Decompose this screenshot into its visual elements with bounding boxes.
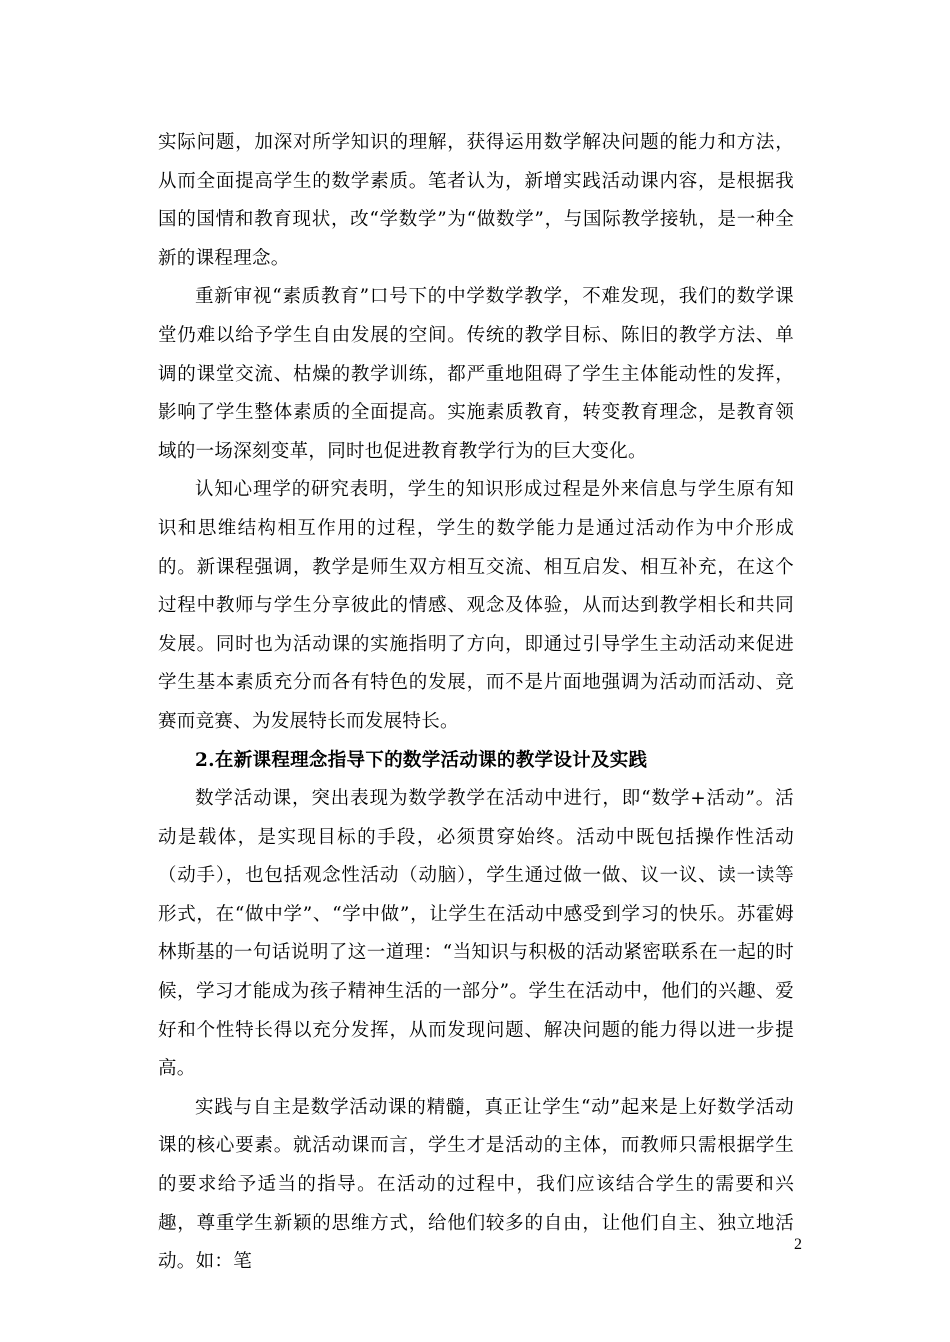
body-text (158, 124, 794, 1282)
page-number: 2 (794, 1236, 802, 1253)
paragraph-cognitive-psychology: 认知心理学的研究表明，学生的知识形成过程是外来信息与学生原有知识和思维结构相互作用的过程，学生的数学能力是通过活动作为中介形成的。新课程强调，教学是师生双方相互交流、相互启发、相互补充，在这个过程中教师与学生分享彼此的情感、观念及体验，从而达到教学相长和共同发展。同时也为活动课的实施指明了方向，即通过引导学生主动活动来促进学生基本素质充分而各有特色的发展，而不是片面地强调为活动而活动、竞赛而竞赛、为发展特长而发展特长。 (158, 479, 794, 732)
paragraph-math-activity: 数学活动课，突出表现为数学教学在活动中进行，即“数学+活动”。活动是载体，是实现目标的手段，必须贯穿始终。活动中既包括操作性活动（动手），也包括观念性活动（动脑），学生通过做一做、议一议、读一读等形式，在“做中学”、“学中做”，让学生在活动中感受到学习的快乐。苏霍姆林斯基的一句话说明了这一道理：“当知识与积极的活动紧密联系在一起的时候，学习才能成为孩子精神生活的一部分”。学生在活动中，他们的兴趣、爱好和个性特长得以充分发挥，从而发现问题、解决问题的能力得以进一步提高。 (158, 788, 794, 1080)
paragraph-practice-autonomy: 实践与自主是数学活动课的精髓，真正让学生“动”起来是上好数学活动课的核心要素。就活动课而言，学生才是活动的主体，而教师只需根据学生的要求给予适当的指导。在活动的过程中，我们应该结合学生的需要和兴趣，尊重学生新颖的思维方式，给他们较多的自由，让他们自主、独立地活动。如：笔 (158, 1096, 794, 1273)
paragraph-quality-education: 重新审视“素质教育”口号下的中学数学教学，不难发现，我们的数学课堂仍难以给予学生自由发展的空间。传统的教学目标、陈旧的教学方法、单调的课堂交流、枯燥的教学训练，都严重地阻碍了学生主体能动性的发挥，影响了学生整体素质的全面提高。实施素质教育，转变教育理念，是教育领域的一场深刻变革，同时也促进教育教学行为的巨大变化。 (158, 286, 794, 462)
paragraph-continued: 实际问题，加深对所学知识的理解，获得运用数学解决问题的能力和方法，从而全面提高学生的数学素质。笔者认为，新增实践活动课内容，是根据我国的国情和教育现状，改“学数学”为“做数学”，与国际教学接轨，是一种全新的课程理念。 (158, 132, 794, 269)
section-heading: 2.在新课程理念指导下的数学活动课的教学设计及实践 (195, 749, 648, 771)
